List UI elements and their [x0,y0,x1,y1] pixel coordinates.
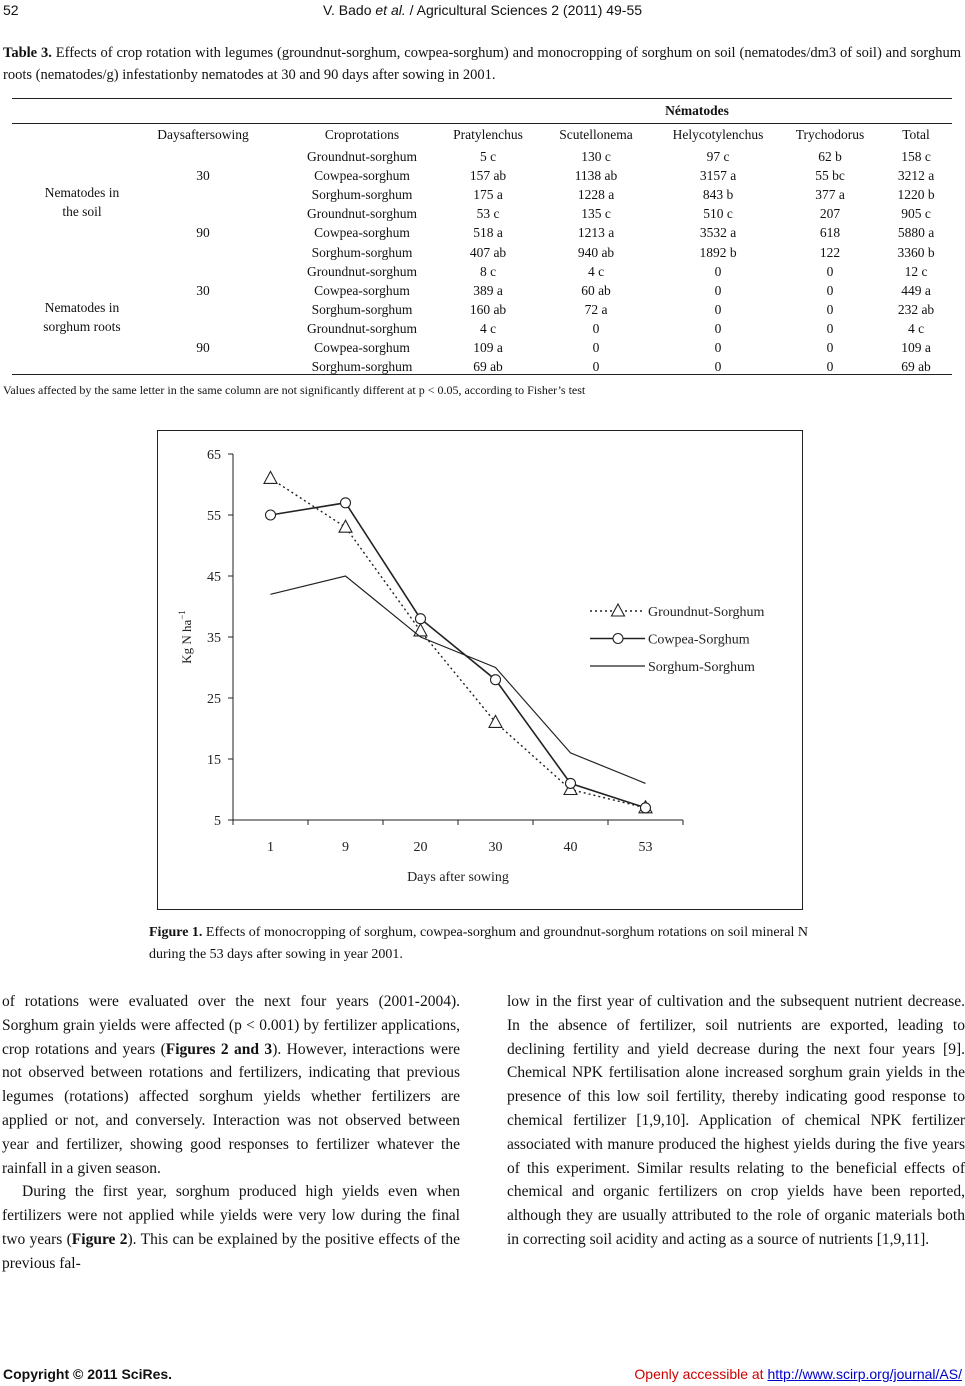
data-point-cowpea-sorghum [566,778,576,788]
copyright: Copyright © 2011 SciRes. [3,1366,173,1382]
table-group-header: Nématodes [665,103,729,118]
running-title [0,2,965,18]
table-bottom-rule [12,374,952,375]
day-cell: 30 [196,168,210,184]
table-cell: 3212 a [897,168,935,184]
table-cell: 0 [826,359,834,375]
table-cell: 0 [714,320,722,336]
table-cell: 158 c [901,149,931,164]
x-axis-title: Days after sowing [407,870,509,885]
table-cell: 60 ab [581,282,611,298]
x-tick-label: 9 [342,840,349,855]
paragraph-text: During the first year, sorghum produced high yields even when fertilizers were not applied while yields were very low during the final two years ( [2,1183,460,1248]
paragraph-text: of rotations were evaluated over the next four years (2001-2004). Sorghum grain yields were affected (p < 0.001) by fertilizer applications, crop rotations and years ( [2,993,460,1058]
table-caption-text: Effects of crop rotation with legumes (groundnut-sorghum, cowpea-sorghum) and monocropping of sorghum on soil (nematodes/dm3 of soil) and sorghum roots (nematodes/g) infestationby nematodes at 30 and 90 days after sowing in 2001. [3,45,961,83]
column-header: Daysaftersowing [157,127,249,142]
table-caption-label: Table 3. [3,45,52,61]
series-line-sorghum-sorghum [271,576,646,783]
rotation-cell: Sorghum-sorghum [311,244,413,260]
table-cell: 449 a [901,282,931,298]
journal-link[interactable]: http://www.scirp.org/journal/AS/ [767,1366,962,1382]
x-tick-label: 40 [563,840,578,855]
rotation-cell: Sorghum-sorghum [311,187,413,203]
table-cell: 175 a [473,187,503,203]
table-cell: 3360 b [897,244,935,260]
data-point-cowpea-sorghum [491,675,501,685]
table-note: Values affected by the same letter in the same column are not significantly different at p < 0.05, according to Fisher’s test [3,383,586,397]
x-tick-label: 1 [267,840,274,855]
y-tick-label: 35 [207,631,221,646]
section-label: the soil [62,204,102,219]
table-cell: 97 c [706,149,730,164]
day-cell: 30 [196,282,210,298]
table-header-rule [12,123,952,124]
rotation-cell: Groundnut-sorghum [307,263,417,279]
y-axis-title: Kg N $ha^{-1}$ [177,610,194,664]
day-cell: 90 [196,340,210,355]
table-cell: 3157 a [699,168,737,184]
series-line-groundnut-sorghum [271,478,646,807]
table-cell: 53 c [476,206,500,222]
table-cell: 0 [826,282,834,298]
rotation-cell: Cowpea-sorghum [314,282,410,298]
data-point-groundnut-sorghum [264,471,277,483]
legend-marker [612,604,625,616]
table-cell: 843 b [702,187,734,203]
running-title-authors: V. Bado [322,2,376,18]
table-cell: 5880 a [897,225,935,241]
nematodes-table [12,98,952,375]
body-left-column [2,990,460,1276]
table-cell: 0 [714,263,722,279]
rotation-cell: Cowpea-sorghum [314,168,410,184]
table-cell: 407 ab [469,244,507,260]
data-point-cowpea-sorghum [341,498,351,508]
table-cell: 0 [714,340,722,355]
rotation-cell: Groundnut-sorghum [307,320,417,336]
page-number: 52 [3,2,19,18]
paragraph: low in the first year of cultivation and the subsequent nutrient decrease. In the absence of fertilizer, soil nutrients are exported, leading to declining fertility and yield decrease during the next four years [9]. Chemical NPK fertilisation alone increased sorghum grain yields in the presence of this low soil fertility, thereby indicating good response to chemical fertilizer [1,9,10]. Application of chemical NPK fertilizer associated with manure produced the highest yields during the five years of this experiment. Similar results relating to the beneficial effects of chemical and organic fertilizers on crop yields have been reported, although they are usually attributed to the role of organic materials both in correcting soil acidity and acting as a source of nutrients [1,9,11]. [507,993,965,1248]
table-cell: 905 c [901,206,931,222]
legend-label: Groundnut-Sorghum [648,605,765,620]
table-cell: 135 c [581,206,611,222]
body-right-column [507,990,965,1252]
x-tick-label: 53 [638,840,653,855]
table-cell: 1220 b [897,187,935,203]
section-label: Nematodes in [44,185,120,200]
y-tick-label: 15 [207,753,221,768]
y-tick-label: 25 [207,692,221,707]
series-line-cowpea-sorghum [271,503,646,808]
table-cell: 130 c [581,149,611,164]
open-access-text: Openly accessible at [634,1366,768,1382]
table-cell: 72 a [584,301,608,317]
column-header: Trychodorus [795,127,865,142]
table-cell: 69 ab [901,359,931,375]
rotation-cell: Groundnut-sorghum [307,149,417,164]
table-cell: 69 ab [473,359,503,375]
table-cell: 4 c [479,320,497,336]
table-cell: 157 ab [469,168,507,184]
table-cell: 232 ab [897,301,935,317]
data-point-groundnut-sorghum [339,520,352,532]
rotation-cell: Sorghum-sorghum [311,359,413,375]
table-cell: 0 [714,301,722,317]
column-header: Helycotylenchus [672,127,764,142]
table-cell: 12 c [904,263,928,279]
y-tick-label: 5 [214,814,221,829]
table-cell: 940 ab [577,244,615,260]
table-cell: 1213 a [577,225,615,241]
page-header [0,2,965,22]
paragraph [2,1180,460,1275]
table-cell: 0 [592,320,600,336]
table-cell: 618 [819,225,841,241]
y-tick-label: 45 [207,570,221,585]
table-cell: 510 c [703,206,733,222]
paragraph-text: ). However, interactions were not observed between rotations and fertilizers, indicating that previous legumes (rotations) affected sorghum yields whether fertilizers are applied or not, and conversely. Interaction was not observed between year and fertilizer, showing good responses to fertilizer whatever the rainfall in a given season. [2,1040,460,1177]
legend-marker [613,634,623,644]
section-label: Nematodes in [44,299,120,315]
legend-label: Cowpea-Sorghum [648,632,750,648]
x-tick-label: 20 [413,840,428,855]
figure-1-chart [157,430,803,910]
x-tick-label: 30 [488,840,503,855]
data-point-cowpea-sorghum [266,510,276,520]
table-cell: 8 c [479,263,497,279]
figure-ref: Figures 2 and 3 [165,1040,273,1058]
rotation-cell: Sorghum-sorghum [311,301,413,317]
data-point-cowpea-sorghum [641,803,651,813]
paragraph [2,990,460,1180]
table-cell: 207 [819,206,841,222]
table-cell: 55 bc [815,168,845,184]
data-point-cowpea-sorghum [416,614,426,624]
rotation-cell: Groundnut-sorghum [307,206,417,222]
table-cell: 377 a [815,187,845,203]
day-cell: 90 [196,225,210,241]
table-cell: 389 a [473,282,503,298]
table-cell: 62 b [818,149,842,164]
column-header: Total [902,127,930,142]
figure-caption-text: Effects of monocropping of sorghum, cowpea-sorghum and groundnut-sorghum rotations on soil mineral N during the 53 days after sowing in year 2001. [149,925,808,962]
table-cell: 4 c [587,263,605,279]
rotation-cell: Cowpea-sorghum [314,225,410,241]
table-cell: 109 a [473,340,503,355]
table-cell: 5 c [479,149,497,164]
column-header: Croprotations [324,127,400,142]
table-cell: 1892 b [699,244,737,260]
table-cell: 0 [826,263,834,279]
table-cell: 122 [819,244,841,260]
running-title-journal: / Agricultural Sciences 2 (2011) 49-55 [405,2,643,18]
figure-caption-label: Figure 1. [149,925,203,940]
column-header: Pratylenchus [453,127,523,142]
table-cell: 0 [592,359,600,375]
table-cell: 0 [826,320,834,336]
column-header: Scutellonema [559,127,633,142]
table-cell: 0 [714,282,722,298]
table-cell: 0 [826,340,834,355]
legend-label: Sorghum-Sorghum [648,660,755,675]
table-cell: 0 [826,301,834,317]
paragraph-text: ). This can be explained by the positive effects of the previous fal- [2,1230,460,1272]
table-cell: 518 a [473,225,503,241]
line-chart [158,431,802,909]
table-cell: 0 [592,340,600,355]
table-cell: 1228 a [577,187,615,203]
table-cell: 1138 ab [574,168,618,184]
y-tick-label: 55 [207,509,221,524]
table-cell: 109 a [901,340,931,355]
rotation-cell: Cowpea-sorghum [314,340,410,355]
table-top-rule [12,98,952,99]
table-caption [3,42,961,86]
table-cell: 3532 a [699,225,737,241]
data-point-groundnut-sorghum [489,715,502,727]
figure-ref: Figure 2 [71,1230,128,1248]
open-access-notice [634,1366,962,1382]
section-label: sorghum roots [43,318,121,334]
running-title-etal: et al. [375,2,406,18]
y-tick-label: 65 [207,448,221,463]
table-cell: 160 ab [469,301,507,317]
page-footer [0,1366,965,1386]
figure-caption [149,922,819,966]
table-cell: 0 [714,359,722,375]
table-cell: 4 c [907,320,925,336]
